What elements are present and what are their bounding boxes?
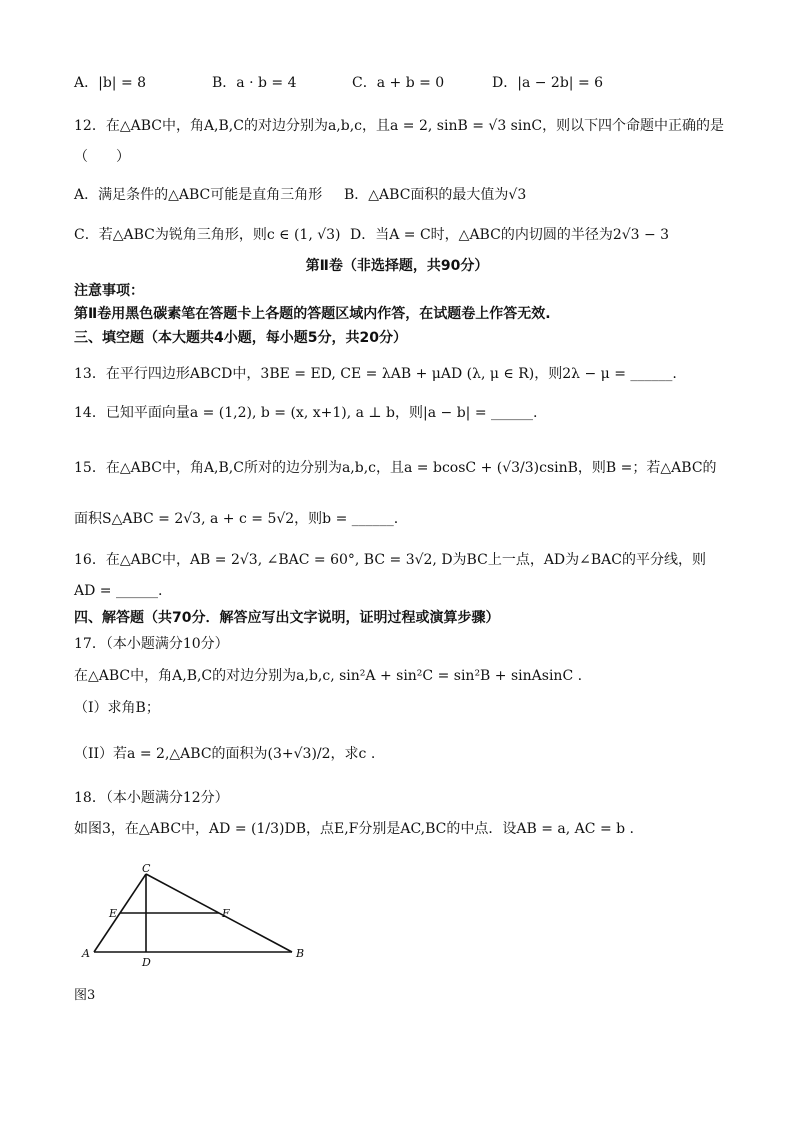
q11-option-d: D．|a − 2b| = 6 <box>492 75 604 91</box>
label-e: E <box>109 907 118 920</box>
q11-option-b: B．a · b = 4 <box>212 75 297 91</box>
q12-option-b: B．△ABC面积的最大值为√3 <box>344 187 527 203</box>
question-18-stem: 如图3，在△ABC中，AD = (1/3)DB，点E,F分别是AC,BC的中点．设AB = a, AC = b . <box>74 821 634 837</box>
question-17-heading: 17．（本小题满分10分） <box>74 636 229 652</box>
q12-paren: （ ） <box>74 149 130 165</box>
question-14: 14．已知平面向量a = (1,2), b = (x, x+1), a ⊥ b，则|a − b| = ______. <box>74 405 538 421</box>
q12-stem: 12．在△ABC中，角A,B,C的对边分别为a,b,c，且a = 2, sinB = √3 sinC，则以下四个命题中正确的是 <box>74 118 725 134</box>
question-15-line-2: 面积S△ABC = 2√3, a + c = 5√2，则b = ______. <box>74 511 399 527</box>
notice-title: 注意事项： <box>74 283 144 299</box>
part-4-title: 四、解答题（共70分．解答应写出文字说明，证明过程或演算步骤） <box>74 610 500 626</box>
q12-option-c: C．若△ABC为锐角三角形，则c ∈ (1, √3) <box>74 227 341 243</box>
question-18-heading: 18．（本小题满分12分） <box>74 790 229 806</box>
question-17-stem: 在△ABC中，角A,B,C的对边分别为a,b,c, sin²A + sin²C = sin²B + sinAsinC . <box>74 668 583 684</box>
question-13: 13．在平行四边形ABCD中，3BE = ED, CE = λAB + μAD (λ, μ ∈ R)，则2λ − μ = ______. <box>74 366 677 382</box>
label-a: A <box>82 947 90 960</box>
section-2-title: 第Ⅱ卷（非选择题，共90分） <box>305 258 489 274</box>
part-3-title: 三、填空题（本大题共4小题，每小题5分，共20分） <box>74 330 407 346</box>
question-17-part-1: （I）求角B； <box>74 700 160 716</box>
question-16-line-1: 16．在△ABC中，AB = 2√3, ∠BAC = 60°, BC = 3√2, D为BC上一点，AD为∠BAC的平分线，则 <box>74 552 706 568</box>
label-c: C <box>142 862 151 875</box>
q12-option-a: A．满足条件的△ABC可能是直角三角形 <box>74 187 323 203</box>
q12-option-d: D．当A = C时，△ABC的内切圆的半径为2√3 − 3 <box>350 227 670 243</box>
question-17-part-2: （II）若a = 2,△ABC的面积为(3+√3)/2，求c . <box>74 746 376 762</box>
question-15-line-1: 15．在△ABC中，角A,B,C所对的边分别为a,b,c，且a = bcosC + (√3/3)csinB，则B =；若△ABC的 <box>74 460 717 476</box>
q11-option-c: C．a + b = 0 <box>352 75 445 91</box>
figure-3 <box>74 862 314 976</box>
question-16-line-2: AD = ______. <box>74 583 163 599</box>
figure-caption: 图3 <box>74 988 96 1003</box>
notice-text: 第Ⅱ卷用黑色碳素笔在答题卡上各题的答题区域内作答，在试题卷上作答无效. <box>74 306 551 322</box>
label-b: B <box>296 947 305 960</box>
q11-option-a: A．|b| = 8 <box>74 75 147 91</box>
label-d: D <box>142 956 151 969</box>
label-f: F <box>222 907 230 920</box>
